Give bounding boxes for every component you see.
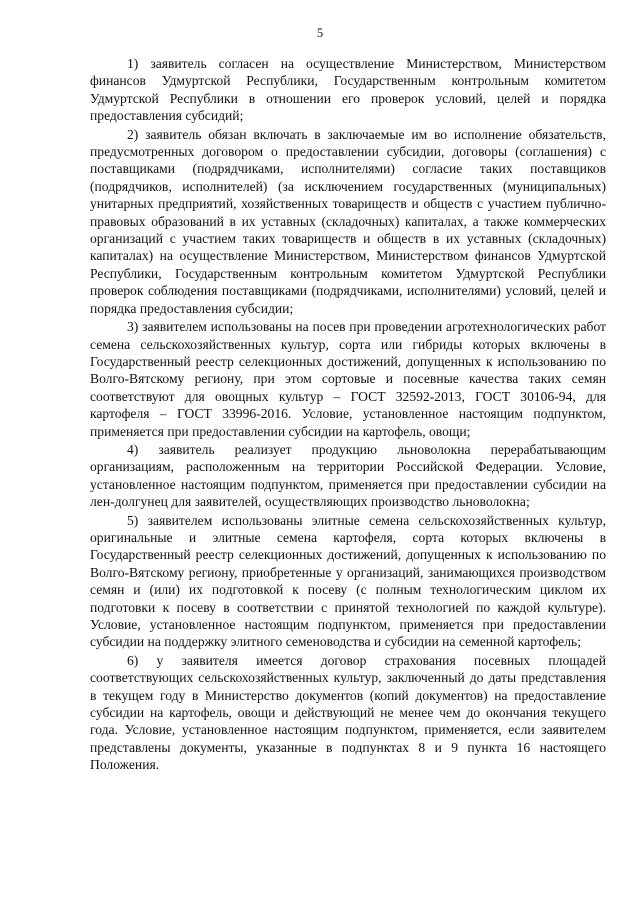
paragraph-condition-3: 3) заявителем использованы на посев при проведении агротехнологических работ семена сельскохозяйственных культур, сорта или гибриды которых включены в Государственный реестр селекционных достижений, допущенных к использованию по Волго-Вятскому региону, при этом сортовые и посевные качества таких семян соответствуют для овощных культур – ГОСТ 32592-2013, ГОСТ 30106-94, для картофеля – ГОСТ 33996-2016. Условие, установленное настоящим подпунктом, применяется при предоставлении субсидии на картофель, овощи; — [90, 319, 606, 439]
paragraph-condition-2: 2) заявитель обязан включать в заключаемые им во исполнение обязательств, предусмотренных договором о предоставлении субсидии, договоры (соглашения) с поставщиками (подрядчиками, исполнителями) согласие таких поставщиков (подрядчиков, исполнителей) (за исключением государственных (муниципальных) унитарных предприятий, хозяйственных товариществ и обществ с участием публично-правовых образований в их уставных (складочных) капиталах, а также коммерческих организаций с участием таких товариществ и обществ в их уставных (складочных) капиталах) на осуществление Министерством, Министерством финансов Удмуртской Республики, Государственным контрольным комитетом Удмуртской Республики проверок соблюдения поставщиками (подрядчиками, исполнителями) условий, целей и порядка предоставления субсидии; — [90, 126, 606, 316]
document-body — [90, 55, 606, 774]
paragraph-condition-5: 5) заявителем использованы элитные семена сельскохозяйственных культур, оригинальные и элитные семена картофеля, сорта которых включены в Государственный реестр селекционных достижений, допущенных к использованию по Волго-Вятскому региону, приобретенные у организаций, занимающихся производством семян и (или) их подготовкой к посеву (с полным технологическим циклом их подготовки к посеву в соответствии с принятой технологией по каждой культуре). Условие, установленное настоящим подпунктом, применяется при предоставлении субсидии на поддержку элитного семеноводства и субсидии на семенной картофель; — [90, 512, 606, 650]
page-number: 5 — [316, 26, 324, 40]
paragraph-condition-4: 4) заявитель реализует продукцию льноволокна перерабатывающим организациям, расположенным на территории Российской Федерации. Условие, установленное настоящим подпунктом, применяется при предоставлении субсидии на лен-долгунец для заявителей, осуществляющих производство льноволокна; — [90, 441, 606, 510]
paragraph-condition-1: 1) заявитель согласен на осуществление Министерством, Министерством финансов Удмуртской Республики, Государственным контрольным комитетом Удмуртской Республики в отношении его проверок условий, целей и порядка предоставления субсидий; — [90, 56, 606, 124]
paragraph-condition-6: 6) у заявителя имеется договор страхования посевных площадей соответствующих сельскохозяйственных культур, заключенный до даты представления в текущем году в Министерство документов (копий документов) на предоставление субсидии на картофель, овощи и действующий не менее чем до окончания текущего года. Условие, установленное настоящим подпунктом, применяется, если заявителем представлены документы, указанные в подпунктах 8 и 9 пункта 16 настоящего Положения. — [90, 652, 606, 773]
